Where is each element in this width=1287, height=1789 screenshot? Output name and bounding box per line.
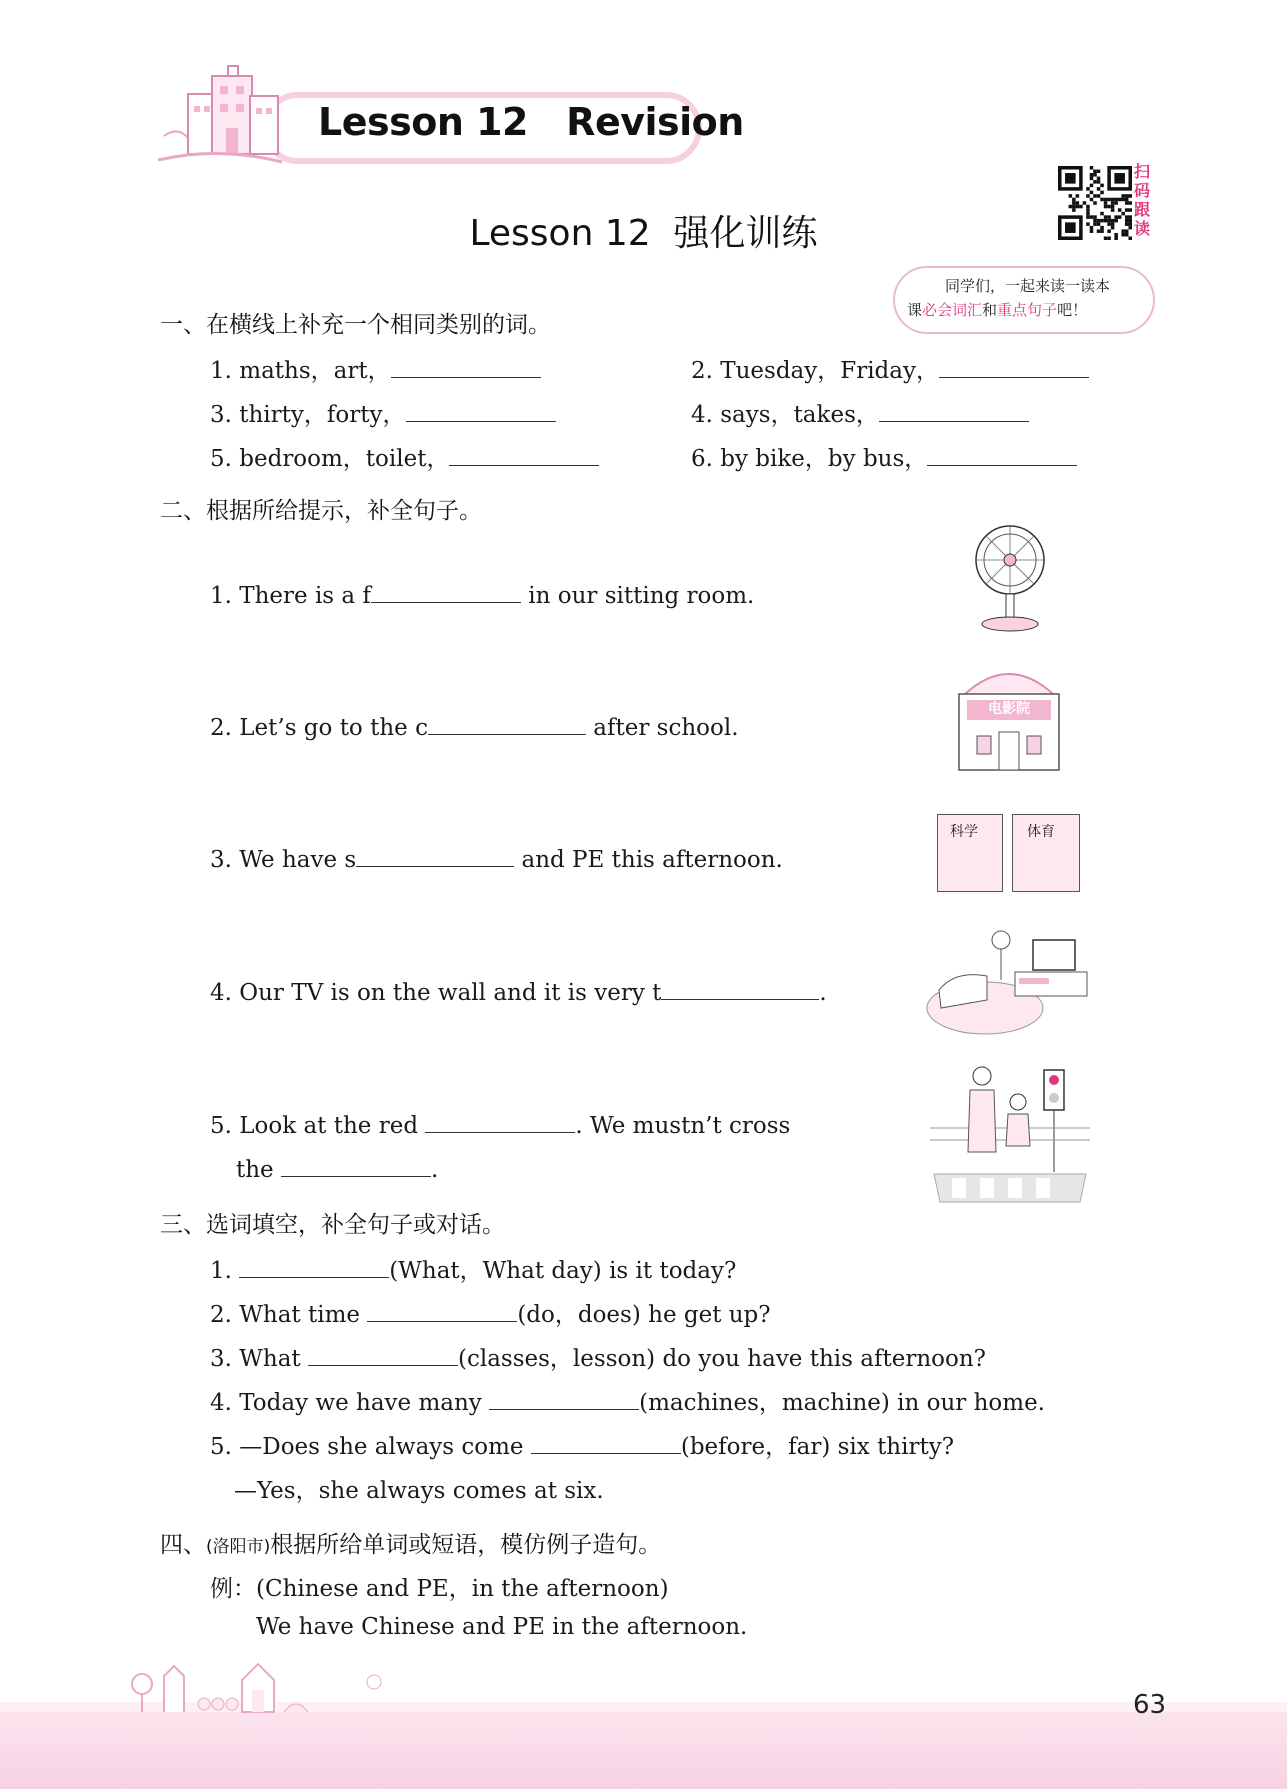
qr-code-icon[interactable] bbox=[1058, 166, 1132, 240]
example-answer: We have Chinese and PE in the afternoon. bbox=[256, 1614, 748, 1640]
answer-blank[interactable] bbox=[371, 580, 521, 603]
section-1-title: 一、在横线上补充一个相同类别的词。 bbox=[160, 312, 551, 338]
living-room-tv-icon bbox=[925, 930, 1095, 1040]
s3-question-5-reply: —Yes，she always comes at six. bbox=[234, 1478, 604, 1504]
fan-icon bbox=[970, 522, 1050, 634]
footer-town-icon bbox=[124, 1650, 404, 1720]
section-2-title: 二、根据所给提示，补全句子。 bbox=[160, 498, 482, 524]
answer-blank[interactable] bbox=[406, 399, 556, 422]
s1-item-3: 3. thirty，forty， bbox=[210, 396, 556, 429]
s3-question-5: 5. —Does she always come (before，far) six thirty? bbox=[210, 1428, 954, 1461]
s3-question-3: 3. What (classes，lesson) do you have this afternoon? bbox=[210, 1340, 986, 1373]
s2-question-2: 2. Let’s go to the c after school. bbox=[210, 712, 739, 741]
example-prompt: 例：(Chinese and PE，in the afternoon) bbox=[210, 1576, 669, 1602]
page-number: 63 bbox=[1133, 1690, 1167, 1720]
science-book-icon bbox=[937, 814, 1003, 892]
answer-blank[interactable] bbox=[425, 1110, 575, 1133]
scan-to-read-label: 扫码跟读 bbox=[1134, 162, 1151, 238]
reading-tip-bubble bbox=[893, 266, 1155, 334]
s2-question-1: 1. There is a f in our sitting room. bbox=[210, 580, 754, 609]
science-label: 科学 bbox=[950, 824, 978, 840]
s2-question-5: 5. Look at the red . We mustn’t cross bbox=[210, 1110, 790, 1139]
pe-book-icon bbox=[1012, 814, 1080, 892]
traffic-light-crossing-icon bbox=[930, 1062, 1090, 1204]
bubble-line-2: 课必会词汇和重点句子吧！ bbox=[907, 301, 1088, 319]
answer-blank[interactable] bbox=[661, 977, 819, 1000]
answer-blank[interactable] bbox=[449, 443, 599, 466]
answer-blank[interactable] bbox=[879, 399, 1029, 422]
answer-blank[interactable] bbox=[489, 1387, 639, 1410]
s1-item-4: 4. says，takes， bbox=[691, 396, 1029, 429]
s3-question-2: 2. What time (do，does) he get up? bbox=[210, 1296, 771, 1329]
s1-item-2: 2. Tuesday，Friday， bbox=[691, 352, 1089, 385]
school-building-icon bbox=[158, 66, 288, 176]
s1-item-1: 1. maths，art， bbox=[210, 352, 541, 385]
answer-blank[interactable] bbox=[391, 355, 541, 378]
answer-blank[interactable] bbox=[239, 1255, 389, 1278]
cinema-sign: 电影院 bbox=[988, 701, 1030, 717]
section-3-title: 三、选词填空，补全句子或对话。 bbox=[160, 1212, 505, 1238]
s1-item-6: 6. by bike，by bus， bbox=[691, 440, 1077, 473]
answer-blank[interactable] bbox=[281, 1154, 431, 1177]
s2-question-3: 3. We have s and PE this afternoon. bbox=[210, 844, 783, 873]
answer-blank[interactable] bbox=[428, 712, 586, 735]
section-4-title: 四、(洛阳市)根据所给单词或短语，模仿例子造句。 bbox=[160, 1532, 662, 1558]
page-subtitle: Lesson 12 强化训练 bbox=[469, 213, 818, 254]
answer-blank[interactable] bbox=[939, 355, 1089, 378]
pe-label: 体育 bbox=[1027, 824, 1055, 840]
s3-question-1: 1. (What，What day) is it today? bbox=[210, 1252, 736, 1285]
city-tag: (洛阳市) bbox=[206, 1537, 271, 1557]
s3-question-4: 4. Today we have many (machines，machine) in our home. bbox=[210, 1384, 1045, 1417]
lesson-title: Lesson 12 Revision bbox=[318, 100, 744, 144]
bubble-line-1: 同学们，一起来读一读本 bbox=[945, 277, 1111, 295]
answer-blank[interactable] bbox=[367, 1299, 517, 1322]
answer-blank[interactable] bbox=[927, 443, 1077, 466]
s2-question-5-cont: the . bbox=[236, 1154, 438, 1183]
answer-blank[interactable] bbox=[308, 1343, 458, 1366]
answer-blank[interactable] bbox=[356, 844, 514, 867]
footer-band bbox=[0, 1712, 1287, 1789]
s2-question-4: 4. Our TV is on the wall and it is very t . bbox=[210, 977, 827, 1006]
s1-item-5: 5. bedroom，toilet， bbox=[210, 440, 599, 473]
answer-blank[interactable] bbox=[531, 1431, 681, 1454]
